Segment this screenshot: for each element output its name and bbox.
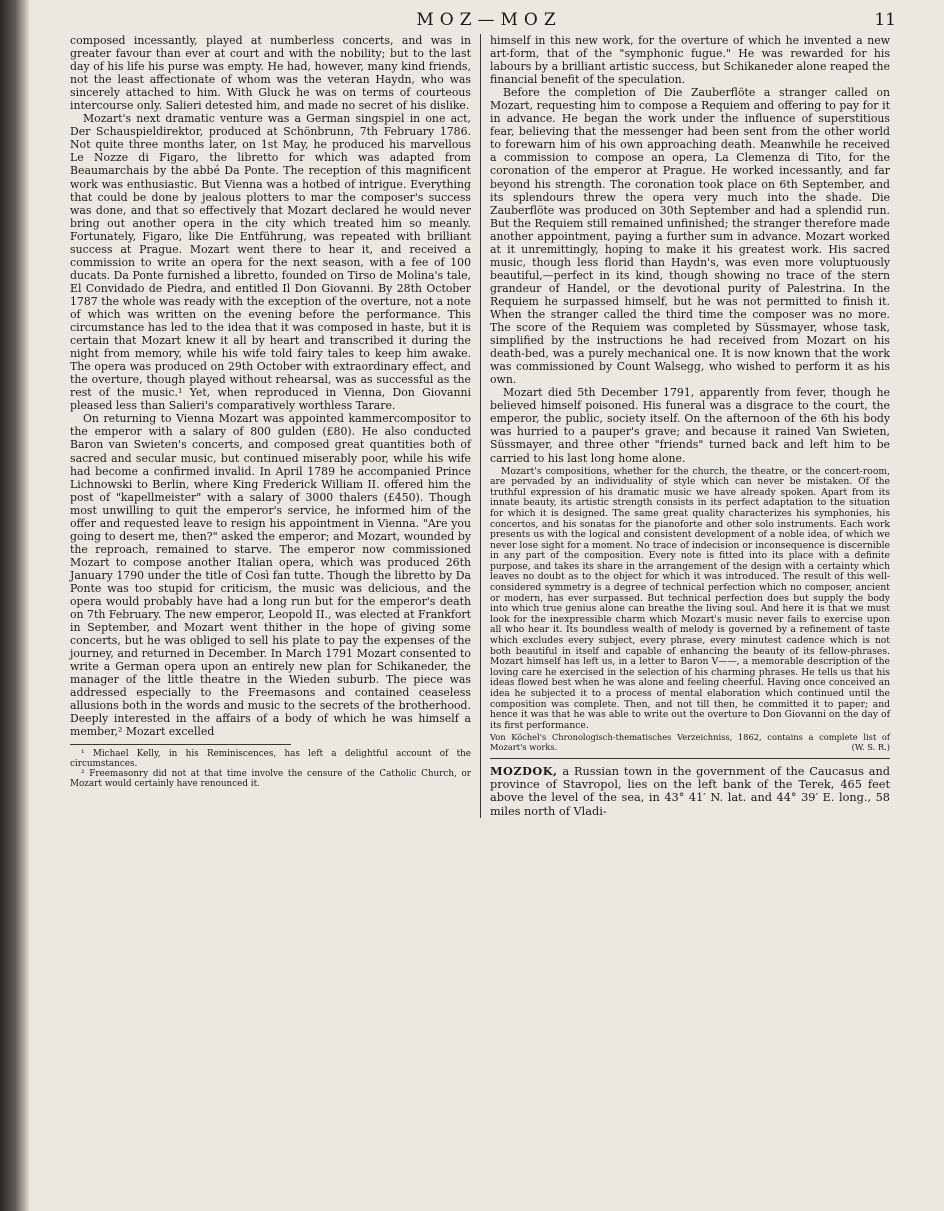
paragraph: Mozart died 5th December 1791, apparently from fever, though he believed himself poisoned. His funeral was a disgrace to the court, the emperor, the public, society itself. On the afternoon of the 6th his body was hurried to a pauper's grave; and because it rained Van Swieten, Süssmayer, and three other "friends" turned back and left him to be carried to his last long home alone. [490,386,890,465]
footnotes [70,749,471,790]
running-head-title: MOZ—MOZ [416,10,562,30]
footnote: ¹ Michael Kelly, in his Reminiscences, has left a delightful account of the circumstances. [70,748,471,769]
paragraph: On returning to Vienna Mozart was appointed kammercompositor to the emperor with a salary of 800 gulden (£80). He also conducted Baron van Swieten's concerts, and composed great quantities both of sacred and secular music, but continued miserably poor, while his wife had become a confirmed invalid. In April 1789 he accompanied Prince Lichnowski to Berlin, where King Frederick William II. offered him the post of "kapellmeister" with a salary of 3000 thalers (£450). Though most unwilling to quit the emperor's service, he informed him of the offer and requested leave to resign his appointment in Vienna. "Are you going to desert me, then?" asked the emperor; and Mozart, wounded by the reproach, remained to starve. The emperor now commissioned Mozart to compose another Italian opera, which was produced 26th January 1790 under the title of Così fan tutte. Though the libretto by Da Ponte was too stupid for criticism, the music was delicious, and the opera would probably have had a long run but for the emperor's death on 7th February. The new emperor, Leopold II., was elected at Frankfort in September, and Mozart went thither in the hope of giving some concerts, but he was obliged to sell his plate to pay the expenses of the journey, and returned in December. In March 1791 Mozart consented to write a German opera upon an entirely new plan for Schikaneder, the manager of the little theatre in the Wieden suburb. The piece was addressed especially to the Freemasons and contained ceaseless allusions both in the words and music to the secrets of the brotherhood. Deeply interested in the affairs of a body of which he was himself a member,² Mozart excelled [70,412,471,739]
footnote: ² Freemasonry did not at that time involve the censure of the Catholic Church, or Mozart would certainly have renounced it. [70,768,471,790]
footnote-divider [70,744,291,745]
entry-text: a Russian town in the government of the Caucasus and province of Stavropol, lies on the left bank of the Terek, 465 feet above the level of the sea, in 43° 41′ N. lat. and 44° 39′ E. long., 58 miles north of Vladi- [490,764,890,818]
paragraph: composed incessantly, played at numberless concerts, and was in greater favour than ever at court and with the nobility; but to the last day of his life his purse was empty. He had, however, many kind friends, not the least affectionate of whom was the veteran Haydn, who was sincerely attached to him. With Gluck he was on terms of courteous intercourse only. Salieri detested him, and made no secret of his dislike. [70,34,471,113]
paragraph: Before the completion of Die Zauberflöte a stranger called on Mozart, requesting him to compose a Requiem and offering to pay for it in advance. He began the work under the influence of superstitious fear, believing that the messenger had been sent from the other world to forewarn him of his own approaching death. Meanwhile he received a commission to compose an opera, La Clemenza di Tito, for the coronation of the emperor at Prague. He worked incessantly, and far beyond his strength. The coronation took place on 6th September, and its splendours threw the opera very much into the shade. Die Zauberflöte was produced on 30th September and had a splendid run. But the Requiem still remained unfinished; the stranger therefore made another appointment, paying a further sum in advance. Mozart worked at it unremittingly, hoping to make it his greatest work. His sacred music, though less florid than Haydn's, was even more voluptuously beautiful,—perfect in its kind, though showing no trace of the stern grandeur of Handel, or the devotional purity of Palestrina. In the Requiem he surpassed himself, but he was not permitted to finish it. When the stranger called the third time the composer was no more. The score of the Requiem was completed by Süssmayer, whose task, simplified by the instructions he had received from Mozart on his death-bed, was a purely mechanical one. It is now known that the work was commissioned by Count Walsegg, who wished to perform it as his own. [490,86,890,387]
paragraph: Mozart's compositions, whether for the church, the theatre, or the concert-room, are pervaded by an individuality of style which can never be mistaken. Of the truthful expression of his dramatic music we have already spoken. Apart from its innate beauty, its artistic strength consists in its perfect adaptation to the situation for which it is designed. The same great quality characterizes his symphonies, his concertos, and his sonatas for the pianoforte and other solo instruments. Each work presents us with the logical and consistent development of a noble idea, of which we never lose sight for a moment. No trace of indecision or inconsequence is discernible in any part of the composition. Every note is fitted into its place with a definite purpose, and takes its share in the arrangement of the design with a certainty which leaves no doubt as to the object for which it was introduced. The result of this well-considered symmetry is a degree of technical perfection which no composer, ancient or modern, has ever surpassed. But technical perfection does but supply the body into which true genius alone can breathe the living soul. And here it is that we must look for the inexpressible charm which Mozart's music never fails to exercise upon all who hear it. Its boundless wealth of melody is governed by a refinement of taste which excludes every subject, every phrase, every minutest cadence which is not both beautiful in itself and capable of enhancing the beauty of its fellow-phrases. Mozart himself has left us, in a letter to Baron V——, a memorable description of the loving care he exercised in the selection of his charming phrases. He tells us that his ideas flowed best when he was alone and feeling cheerful. Having once conceived an idea he subjected it to a process of mental elaboration which continued until the composition was complete. Then, and not till then, he committed it to paper; and hence it was that he was able to write out the overture to Don Giovanni on the day of its first performance. [490,465,890,731]
book-spine-shadow [0,0,30,1211]
paragraph: himself in this new work, for the overture of which he invented a new art-form, that of the "symphonic fugue." He was rewarded for his labours by a brilliant artistic success, but Schikaneder alone reaped the financial benefit of the speculation. [490,34,890,87]
page-number: 11 [874,10,896,30]
reference-text: Von Köchel's Chronologisch-thematisches Verzeichniss, 1862, contains a complete list of Mozart's works. [490,732,890,752]
two-column-body [70,34,908,818]
small-print-appraisal [490,467,890,732]
right-column [480,34,890,818]
entry-divider [490,758,890,759]
bibliographic-note [490,733,890,752]
left-column [70,34,480,818]
paragraph: Mozart's next dramatic venture was a German singspiel in one act, Der Schauspieldirektor, produced at Schönbrunn, 7th February 1786. Not quite three months later, on 1st May, he produced his marvellous Le Nozze di Figaro, the libretto for which was adapted from Beaumarchais by the abbé Da Ponte. The reception of this magnificent work was enthusiastic. But Vienna was a hotbed of intrigue. Everything that could be done by jealous plotters to mar the composer's success was done, and that so effectively that Mozart declared he would never bring out another opera in the city which treated him so meanly. Fortunately, Figaro, like Die Entführung, was repeated with brilliant success at Prague. Mozart went there to hear it, and received a commission to write an opera for the next season, with a fee of 100 ducats. Da Ponte furnished a libretto, founded on Tirso de Molina's tale, El Convidado de Piedra, and entitled Il Don Giovanni. By 28th October 1787 the whole was ready with the exception of the overture, not a note of which was written on the evening before the performance. This circumstance has led to the idea that it was composed in haste, but it is certain that Mozart knew it all by heart and transcribed it during the night from memory, while his wife told fairy tales to keep him awake. The opera was produced on 29th October with extraordinary effect, and the overture, though played without rehearsal, was as successful as the rest of the music.¹ Yet, when reproduced in Vienna, Don Giovanni pleased less than Salieri's comparatively worthless Tarare. [70,112,471,413]
author-signature: (W. S. R.) [851,741,890,752]
running-head [70,6,908,34]
next-entry [490,765,890,819]
entry-headword: MOZDOK, [490,763,558,778]
